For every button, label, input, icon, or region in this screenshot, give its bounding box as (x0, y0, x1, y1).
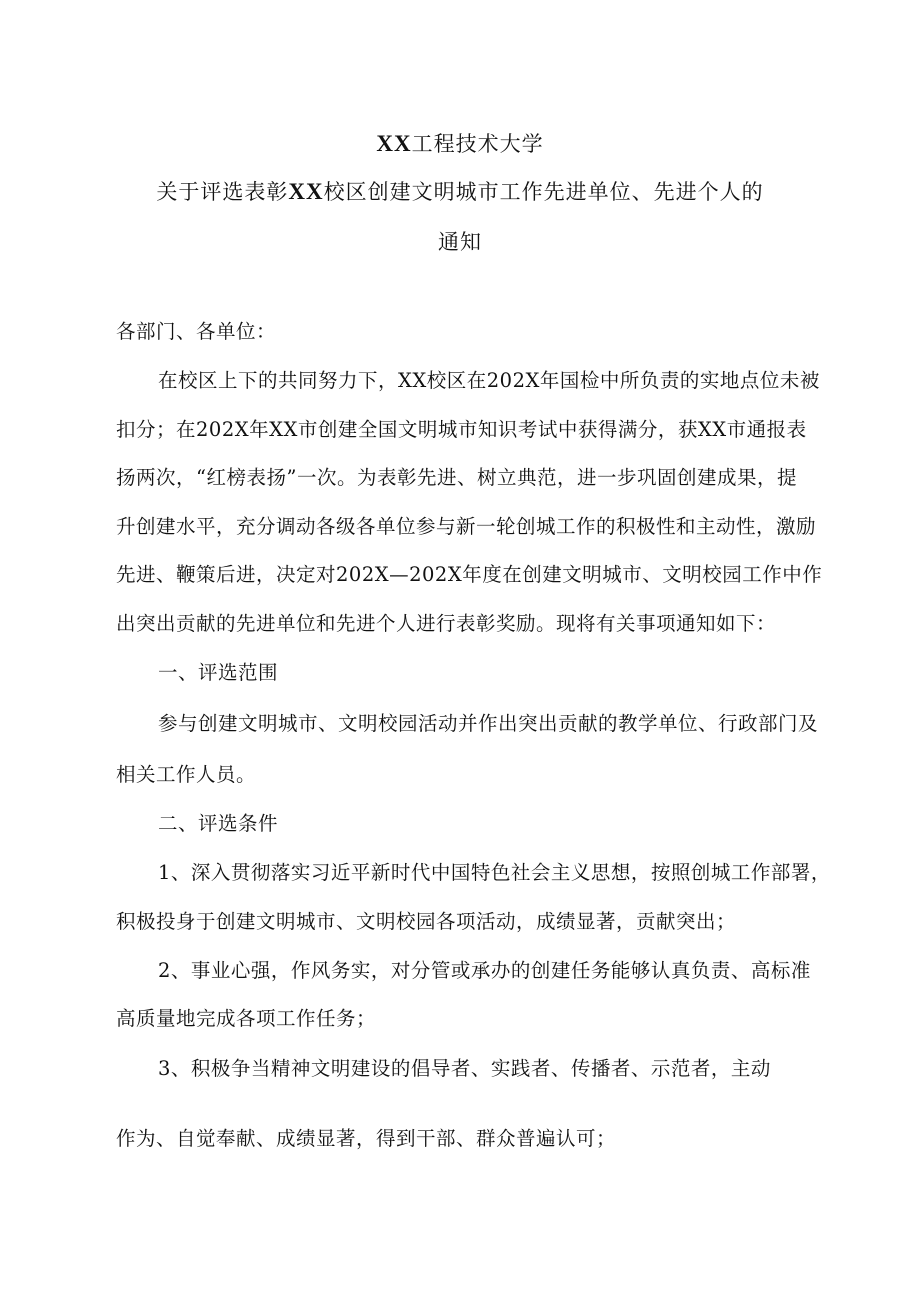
intro-line: 扬两次，“红榜表扬”一次。为表彰先进、树立典范，进一步巩固创建成果，提 (116, 466, 797, 489)
criteria-item-2: 2、事业心强，作风务实，对分管或承办的创建任务能够认真负责、高标准 (158, 959, 811, 982)
scope-line: 参与创建文明城市、文明校园活动并作出突出贡献的教学单位、行政部门及 (158, 712, 819, 735)
intro-line: 先进、鞭策后进，决定对202X—202X年度在创建文明城市、文明校园工作中作 (116, 563, 823, 586)
university-title-rest: 工程技术大学 (411, 132, 544, 156)
university-title-bold: XX (376, 131, 412, 156)
section-heading-scope: 一、评选范围 (158, 661, 279, 684)
salutation: 各部门、各单位： (116, 320, 277, 343)
subtitle-bold: XX (288, 179, 324, 204)
section-heading-criteria: 二、评选条件 (158, 812, 279, 835)
scope-line: 相关工作人员。 (116, 763, 257, 786)
intro-line: 在校区上下的共同努力下，XX校区在202X年国检中所负责的实地点位未被 (158, 369, 820, 392)
subtitle-pre: 关于评选表彰 (156, 180, 289, 204)
intro-line: 出突出贡献的先进单位和先进个人进行表彰奖励。现将有关事项通知如下： (116, 612, 777, 635)
criteria-item-2-cont: 高质量地完成各项工作任务； (116, 1007, 377, 1030)
subtitle-post: 校区创建文明城市工作先进单位、先进个人的 (323, 180, 764, 204)
criteria-item-3: 3、积极争当精神文明建设的倡导者、实践者、传播者、示范者，主动 (158, 1057, 771, 1080)
intro-line: 扣分；在202X年XX市创建全国文明城市知识考试中获得满分，获XX市通报表 (116, 418, 807, 441)
notice-subtitle (0, 176, 920, 206)
criteria-item-1: 1、深入贯彻落实习近平新时代中国特色社会主义思想，按照创城工作部署， (158, 861, 831, 884)
criteria-item-1-cont: 积极投身于创建文明城市、文明校园各项活动，成绩显著，贡献突出； (116, 910, 737, 933)
criteria-item-3-cont: 作为、自觉奉献、成绩显著，得到干部、群众普遍认可； (116, 1127, 617, 1150)
university-title (0, 128, 920, 158)
notice-subtitle-line2: 通知 (438, 230, 482, 254)
intro-line: 升创建水平，充分调动各级各单位参与新一轮创城工作的积极性和主动性，激励 (116, 515, 817, 538)
